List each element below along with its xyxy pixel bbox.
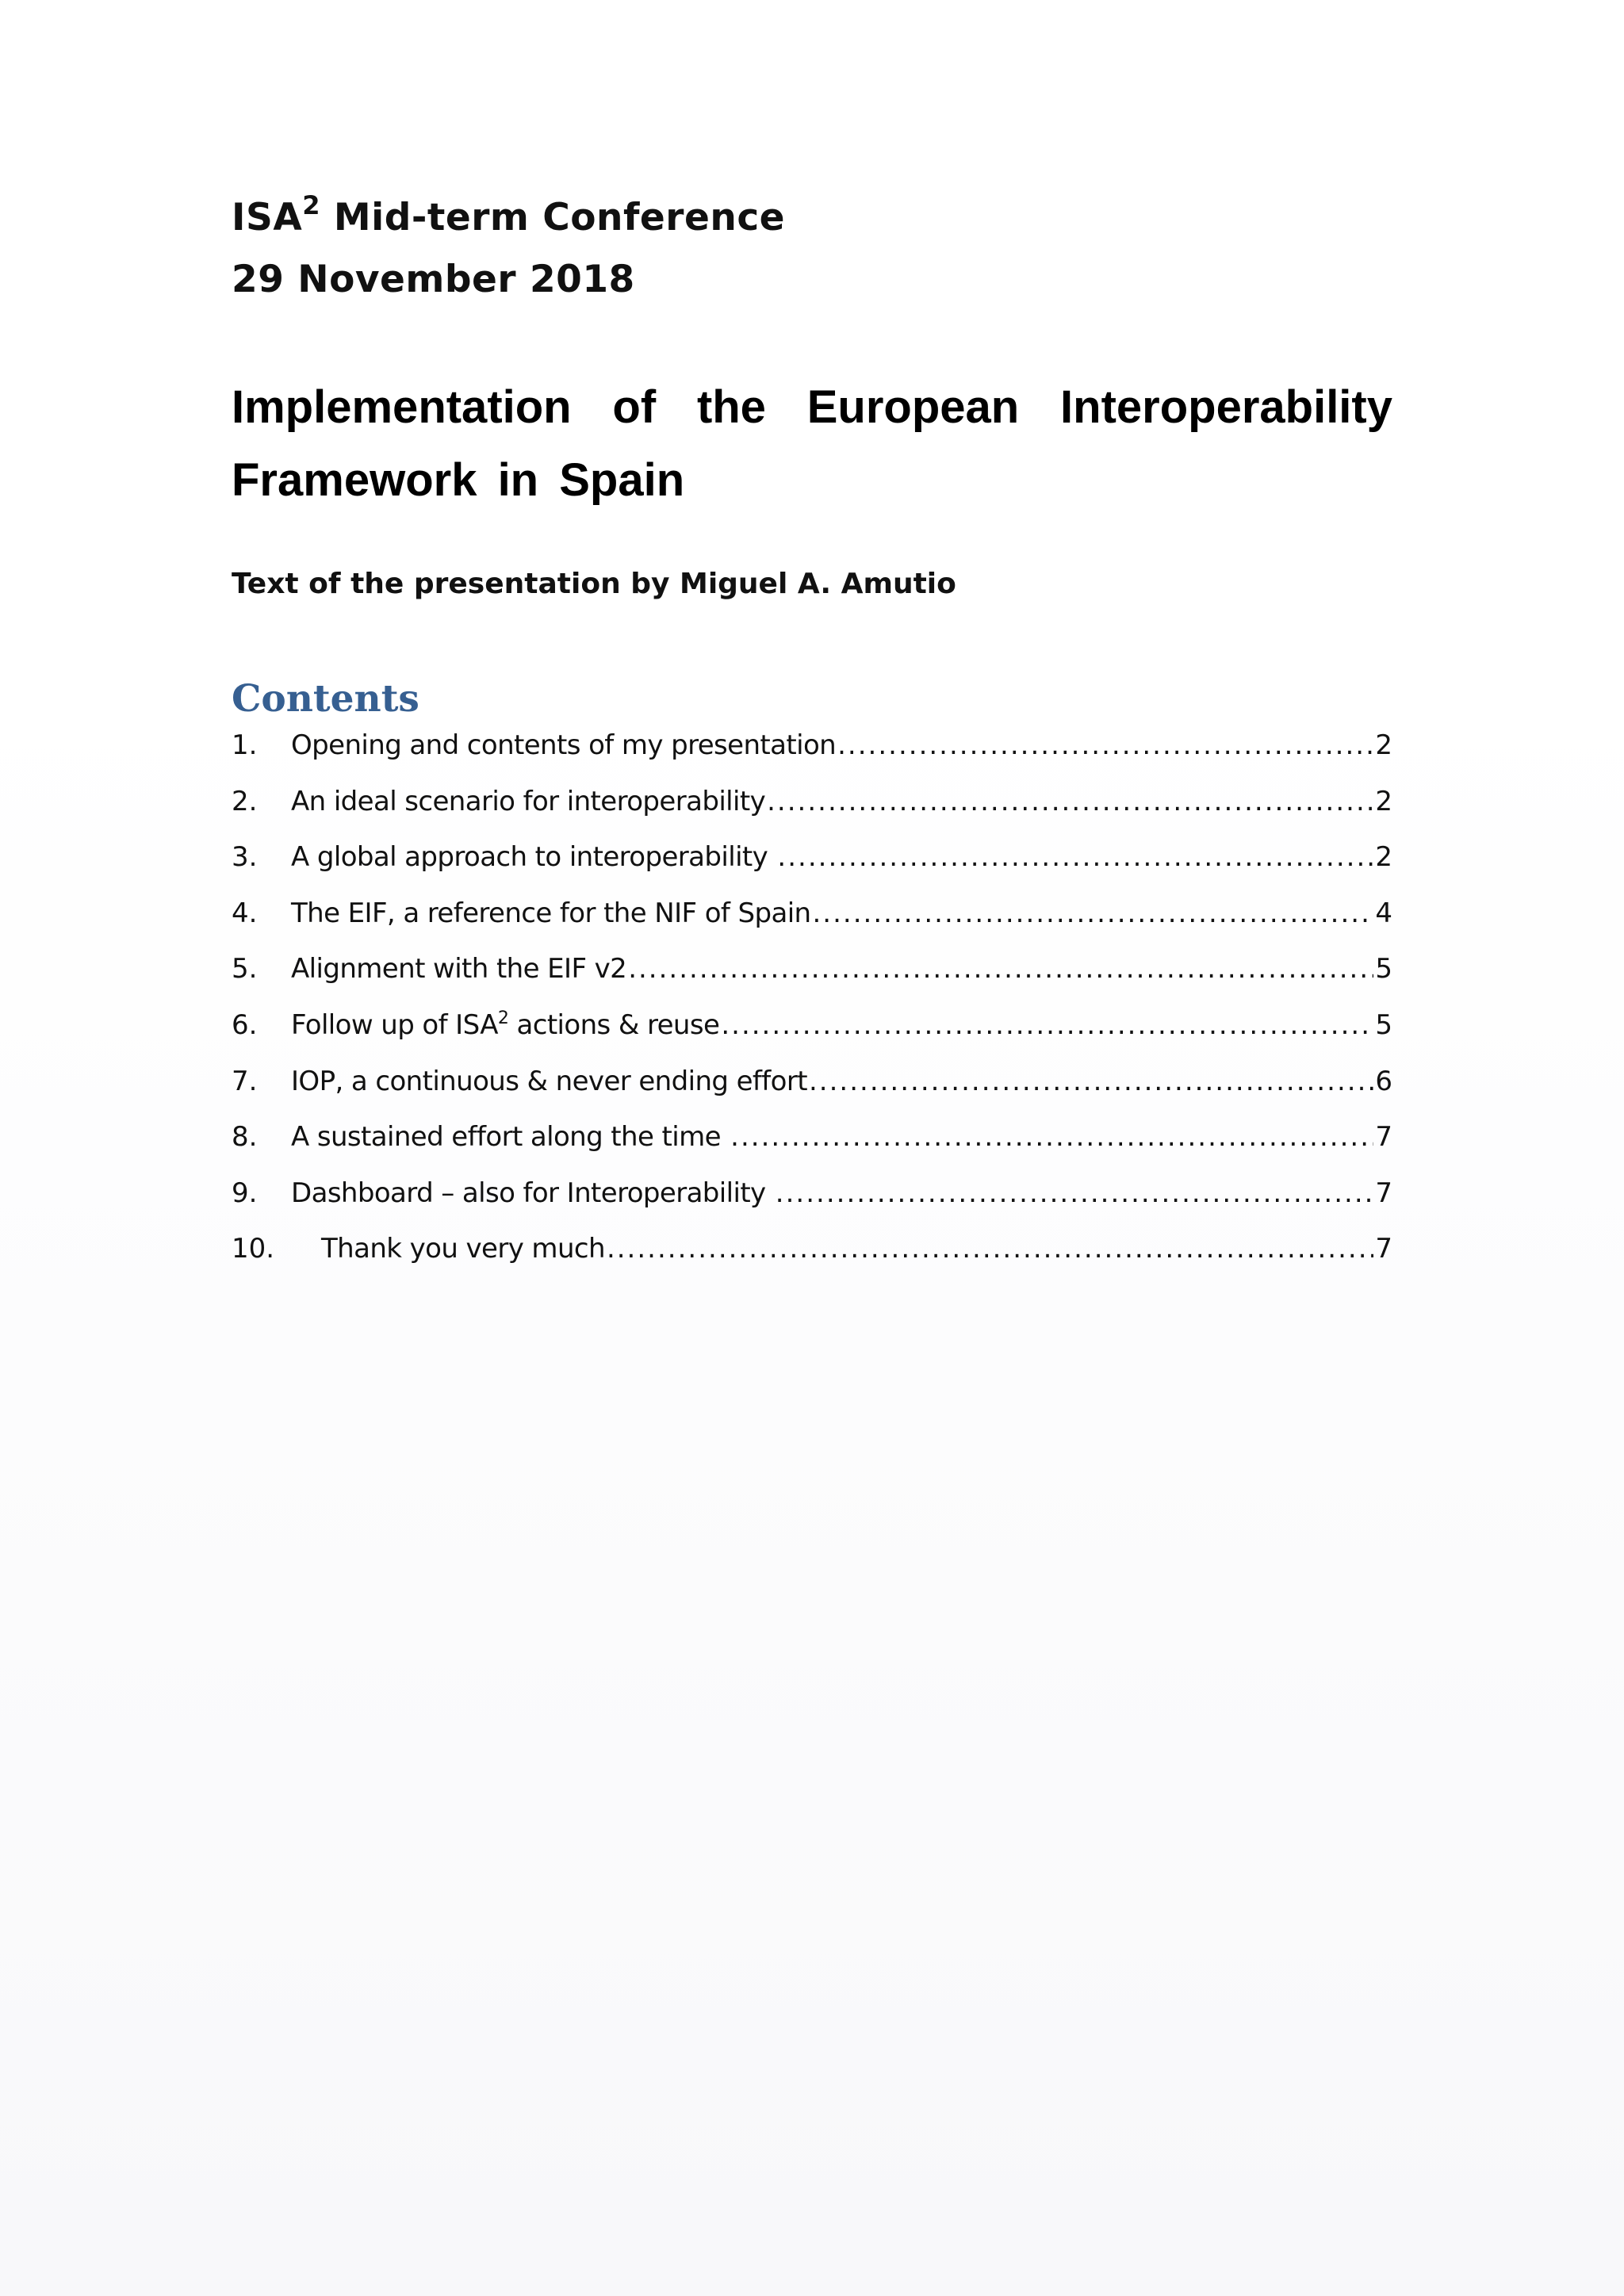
toc-entry-number: 6. <box>232 1008 258 1041</box>
toc-entry-number: 1. <box>232 729 258 761</box>
toc-entry[interactable] <box>232 781 1392 837</box>
conference-header <box>232 187 785 311</box>
toc-entry-number: 7. <box>232 1065 258 1097</box>
toc-entry-page: 5 <box>1375 1008 1392 1041</box>
toc-entry-title: Dashboard – also for Interoperability <box>291 1177 774 1209</box>
toc-entry[interactable] <box>232 893 1392 949</box>
toc-entry-title: A sustained effort along the time <box>291 1121 730 1154</box>
toc-entry[interactable] <box>232 948 1392 1004</box>
document-title-line-1: Implementation of the European Interoperability <box>232 381 1392 433</box>
contents-heading: Contents <box>232 677 419 721</box>
toc-entry-page: 6 <box>1375 1065 1392 1097</box>
toc-dot-leader <box>628 948 1373 989</box>
toc-entry-title: Alignment with the EIF v2 <box>291 953 627 985</box>
table-of-contents <box>232 725 1392 1284</box>
toc-entry-page: 7 <box>1375 1177 1392 1209</box>
toc-entry-page: 2 <box>1375 841 1392 874</box>
toc-entry-page: 2 <box>1375 729 1392 761</box>
document-title-line-2: Framework in Spain <box>232 454 685 506</box>
toc-entry[interactable] <box>232 1116 1392 1173</box>
toc-entry[interactable] <box>232 836 1392 893</box>
toc-entry-title-superscript: 2 <box>497 1008 509 1028</box>
toc-dot-leader <box>767 781 1373 822</box>
document-subtitle: Text of the presentation by Miguel A. Amutio <box>232 568 956 600</box>
toc-entry-title-prefix: Follow up of ISA <box>291 1008 498 1041</box>
toc-entry[interactable] <box>232 725 1392 781</box>
toc-entry[interactable] <box>232 1004 1392 1061</box>
toc-dot-leader <box>809 1061 1373 1102</box>
toc-dot-leader <box>730 1116 1373 1158</box>
toc-dot-leader <box>837 725 1373 766</box>
toc-entry-page: 4 <box>1375 897 1392 929</box>
toc-dot-leader <box>607 1228 1373 1269</box>
toc-entry-title <box>291 1004 719 1046</box>
toc-entry-number: 3. <box>232 841 258 874</box>
toc-entry-title: Opening and contents of my presentation <box>291 729 837 761</box>
toc-entry-page: 7 <box>1375 1233 1392 1265</box>
conference-name <box>232 187 785 249</box>
toc-entry-number: 10. <box>232 1233 275 1265</box>
toc-entry-title: The EIF, a reference for the NIF of Spain <box>291 897 811 929</box>
toc-dot-leader <box>721 1004 1373 1046</box>
toc-dot-leader <box>812 893 1373 934</box>
toc-entry-title: A global approach to interoperability <box>291 841 776 874</box>
conference-name-prefix: ISA <box>232 196 303 239</box>
toc-dot-leader <box>777 836 1373 878</box>
toc-entry-number: 4. <box>232 897 258 929</box>
toc-dot-leader <box>776 1173 1374 1214</box>
conference-name-superscript: 2 <box>302 190 320 220</box>
toc-entry-number: 2. <box>232 785 258 817</box>
toc-entry[interactable] <box>232 1228 1392 1284</box>
toc-entry[interactable] <box>232 1173 1392 1229</box>
conference-date: 29 November 2018 <box>232 258 635 301</box>
toc-entry-number: 9. <box>232 1177 258 1209</box>
toc-entry-title-suffix: actions & reuse <box>508 1008 720 1041</box>
toc-entry-page: 7 <box>1375 1121 1392 1154</box>
toc-entry-number: 8. <box>232 1121 258 1154</box>
toc-entry-title: An ideal scenario for interoperability <box>291 785 766 817</box>
toc-entry-page: 2 <box>1375 785 1392 817</box>
toc-entry-title: Thank you very much <box>321 1233 605 1265</box>
conference-name-suffix: Mid-term Conference <box>320 196 786 239</box>
toc-entry-title: IOP, a continuous & never ending effort <box>291 1065 807 1097</box>
document-title <box>232 371 1392 517</box>
toc-entry-page: 5 <box>1375 953 1392 985</box>
toc-entry-number: 5. <box>232 953 258 985</box>
toc-entry[interactable] <box>232 1061 1392 1117</box>
